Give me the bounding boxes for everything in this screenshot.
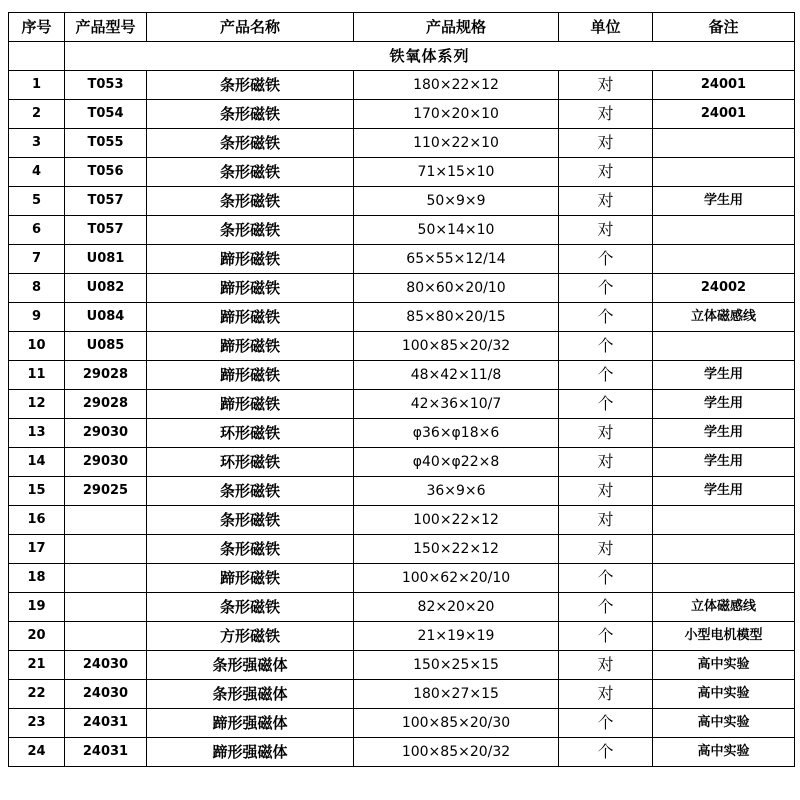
cell-model: 24030 (65, 651, 147, 680)
cell-note: 高中实验 (653, 709, 795, 738)
cell-note: 学生用 (653, 187, 795, 216)
cell-index: 5 (9, 187, 65, 216)
table-row (9, 390, 795, 419)
cell-spec: 48×42×11/8 (354, 361, 559, 390)
cell-name: 条形磁铁 (147, 477, 354, 506)
cell-name: 条形磁铁 (147, 187, 354, 216)
header-model: 产品型号 (65, 13, 147, 42)
cell-model: U081 (65, 245, 147, 274)
cell-model: T054 (65, 100, 147, 129)
cell-index: 8 (9, 274, 65, 303)
cell-note: 高中实验 (653, 651, 795, 680)
cell-name: 蹄形磁铁 (147, 564, 354, 593)
cell-spec: 170×20×10 (354, 100, 559, 129)
cell-model: T057 (65, 187, 147, 216)
cell-model: T053 (65, 71, 147, 100)
header-note: 备注 (653, 13, 795, 42)
table-row (9, 593, 795, 622)
cell-index: 9 (9, 303, 65, 332)
cell-name: 蹄形磁铁 (147, 361, 354, 390)
cell-name: 蹄形磁铁 (147, 303, 354, 332)
cell-unit: 对 (559, 506, 653, 535)
cell-unit: 个 (559, 332, 653, 361)
cell-unit: 个 (559, 361, 653, 390)
table-row (9, 419, 795, 448)
cell-unit: 对 (559, 680, 653, 709)
cell-spec: 150×22×12 (354, 535, 559, 564)
cell-index: 11 (9, 361, 65, 390)
cell-spec: 100×62×20/10 (354, 564, 559, 593)
table-row (9, 274, 795, 303)
table-row (9, 506, 795, 535)
cell-spec: 180×22×12 (354, 71, 559, 100)
cell-unit: 个 (559, 390, 653, 419)
cell-name: 条形磁铁 (147, 506, 354, 535)
header-unit: 单位 (559, 13, 653, 42)
cell-name: 条形磁铁 (147, 129, 354, 158)
cell-index: 22 (9, 680, 65, 709)
cell-note (653, 535, 795, 564)
table-header (9, 13, 795, 42)
cell-spec: 100×22×12 (354, 506, 559, 535)
cell-name: 条形磁铁 (147, 100, 354, 129)
cell-model: 29025 (65, 477, 147, 506)
cell-note: 24002 (653, 274, 795, 303)
cell-spec: 50×9×9 (354, 187, 559, 216)
table-row (9, 535, 795, 564)
cell-note: 学生用 (653, 448, 795, 477)
cell-index: 20 (9, 622, 65, 651)
table-row (9, 245, 795, 274)
cell-unit: 个 (559, 564, 653, 593)
cell-note (653, 506, 795, 535)
cell-note: 24001 (653, 71, 795, 100)
cell-model (65, 506, 147, 535)
cell-note (653, 158, 795, 187)
cell-index: 2 (9, 100, 65, 129)
cell-spec: 71×15×10 (354, 158, 559, 187)
cell-name: 条形强磁体 (147, 680, 354, 709)
cell-unit: 个 (559, 738, 653, 767)
cell-model: 29030 (65, 448, 147, 477)
cell-note: 学生用 (653, 477, 795, 506)
cell-name: 蹄形磁铁 (147, 274, 354, 303)
cell-index: 15 (9, 477, 65, 506)
table-row (9, 651, 795, 680)
header-row (9, 13, 795, 42)
cell-note (653, 245, 795, 274)
header-name: 产品名称 (147, 13, 354, 42)
cell-name: 方形磁铁 (147, 622, 354, 651)
cell-name: 条形磁铁 (147, 216, 354, 245)
cell-spec: 100×85×20/32 (354, 738, 559, 767)
cell-spec: 150×25×15 (354, 651, 559, 680)
product-table (8, 12, 795, 767)
table-row (9, 129, 795, 158)
cell-name: 条形磁铁 (147, 535, 354, 564)
cell-index: 18 (9, 564, 65, 593)
cell-model (65, 593, 147, 622)
cell-model: 29028 (65, 361, 147, 390)
cell-model: U084 (65, 303, 147, 332)
cell-model: 24031 (65, 709, 147, 738)
table-row (9, 187, 795, 216)
table-body (9, 42, 795, 767)
cell-index: 3 (9, 129, 65, 158)
cell-note (653, 564, 795, 593)
table-row (9, 477, 795, 506)
table-row (9, 158, 795, 187)
cell-name: 蹄形磁铁 (147, 332, 354, 361)
cell-spec: 42×36×10/7 (354, 390, 559, 419)
cell-note (653, 216, 795, 245)
cell-model (65, 535, 147, 564)
cell-index: 16 (9, 506, 65, 535)
cell-name: 蹄形强磁体 (147, 709, 354, 738)
cell-index: 21 (9, 651, 65, 680)
cell-index: 19 (9, 593, 65, 622)
cell-unit: 个 (559, 303, 653, 332)
cell-note: 学生用 (653, 361, 795, 390)
table-row (9, 564, 795, 593)
cell-index: 10 (9, 332, 65, 361)
cell-spec: 21×19×19 (354, 622, 559, 651)
cell-spec: φ40×φ22×8 (354, 448, 559, 477)
cell-spec: 80×60×20/10 (354, 274, 559, 303)
cell-spec: φ36×φ18×6 (354, 419, 559, 448)
cell-name: 条形磁铁 (147, 158, 354, 187)
cell-unit: 对 (559, 187, 653, 216)
cell-unit: 对 (559, 216, 653, 245)
cell-spec: 180×27×15 (354, 680, 559, 709)
cell-note (653, 129, 795, 158)
cell-spec: 65×55×12/14 (354, 245, 559, 274)
cell-note: 高中实验 (653, 680, 795, 709)
cell-model: 24031 (65, 738, 147, 767)
table-row (9, 303, 795, 332)
cell-unit: 个 (559, 245, 653, 274)
cell-spec: 36×9×6 (354, 477, 559, 506)
cell-model (65, 622, 147, 651)
cell-unit: 个 (559, 709, 653, 738)
cell-index: 24 (9, 738, 65, 767)
cell-note (653, 332, 795, 361)
table-row (9, 709, 795, 738)
series-row-lead (9, 42, 65, 71)
cell-index: 23 (9, 709, 65, 738)
cell-unit: 对 (559, 651, 653, 680)
table-row (9, 332, 795, 361)
cell-unit: 对 (559, 100, 653, 129)
cell-unit: 个 (559, 622, 653, 651)
cell-model: U085 (65, 332, 147, 361)
cell-name: 环形磁铁 (147, 419, 354, 448)
cell-note: 24001 (653, 100, 795, 129)
cell-unit: 对 (559, 448, 653, 477)
table-row (9, 622, 795, 651)
header-index: 序号 (9, 13, 65, 42)
table-row (9, 361, 795, 390)
cell-name: 条形强磁体 (147, 651, 354, 680)
cell-spec: 100×85×20/30 (354, 709, 559, 738)
cell-index: 17 (9, 535, 65, 564)
cell-index: 7 (9, 245, 65, 274)
cell-model: T055 (65, 129, 147, 158)
cell-note: 立体磁感线 (653, 593, 795, 622)
table-row (9, 216, 795, 245)
cell-spec: 110×22×10 (354, 129, 559, 158)
cell-model: T057 (65, 216, 147, 245)
cell-spec: 100×85×20/32 (354, 332, 559, 361)
cell-name: 蹄形磁铁 (147, 390, 354, 419)
cell-name: 环形磁铁 (147, 448, 354, 477)
cell-unit: 对 (559, 477, 653, 506)
series-title: 铁氧体系列 (65, 42, 795, 71)
cell-unit: 个 (559, 274, 653, 303)
cell-unit: 个 (559, 593, 653, 622)
cell-spec: 82×20×20 (354, 593, 559, 622)
cell-model: U082 (65, 274, 147, 303)
table-row (9, 100, 795, 129)
cell-note: 高中实验 (653, 738, 795, 767)
cell-index: 1 (9, 71, 65, 100)
cell-unit: 对 (559, 158, 653, 187)
cell-index: 13 (9, 419, 65, 448)
cell-name: 蹄形强磁体 (147, 738, 354, 767)
product-sheet (8, 12, 795, 767)
table-row (9, 680, 795, 709)
table-row (9, 71, 795, 100)
cell-unit: 对 (559, 419, 653, 448)
cell-name: 蹄形磁铁 (147, 245, 354, 274)
table-row (9, 448, 795, 477)
cell-spec: 85×80×20/15 (354, 303, 559, 332)
series-row (9, 42, 795, 71)
cell-model: 29030 (65, 419, 147, 448)
cell-unit: 对 (559, 535, 653, 564)
cell-model: 29028 (65, 390, 147, 419)
cell-name: 条形磁铁 (147, 593, 354, 622)
cell-note: 立体磁感线 (653, 303, 795, 332)
cell-model: T056 (65, 158, 147, 187)
cell-name: 条形磁铁 (147, 71, 354, 100)
cell-model: 24030 (65, 680, 147, 709)
header-spec: 产品规格 (354, 13, 559, 42)
cell-index: 6 (9, 216, 65, 245)
cell-note: 小型电机模型 (653, 622, 795, 651)
cell-spec: 50×14×10 (354, 216, 559, 245)
cell-note: 学生用 (653, 390, 795, 419)
cell-model (65, 564, 147, 593)
table-row (9, 738, 795, 767)
cell-index: 4 (9, 158, 65, 187)
cell-index: 12 (9, 390, 65, 419)
cell-unit: 对 (559, 71, 653, 100)
cell-unit: 对 (559, 129, 653, 158)
cell-index: 14 (9, 448, 65, 477)
cell-note: 学生用 (653, 419, 795, 448)
